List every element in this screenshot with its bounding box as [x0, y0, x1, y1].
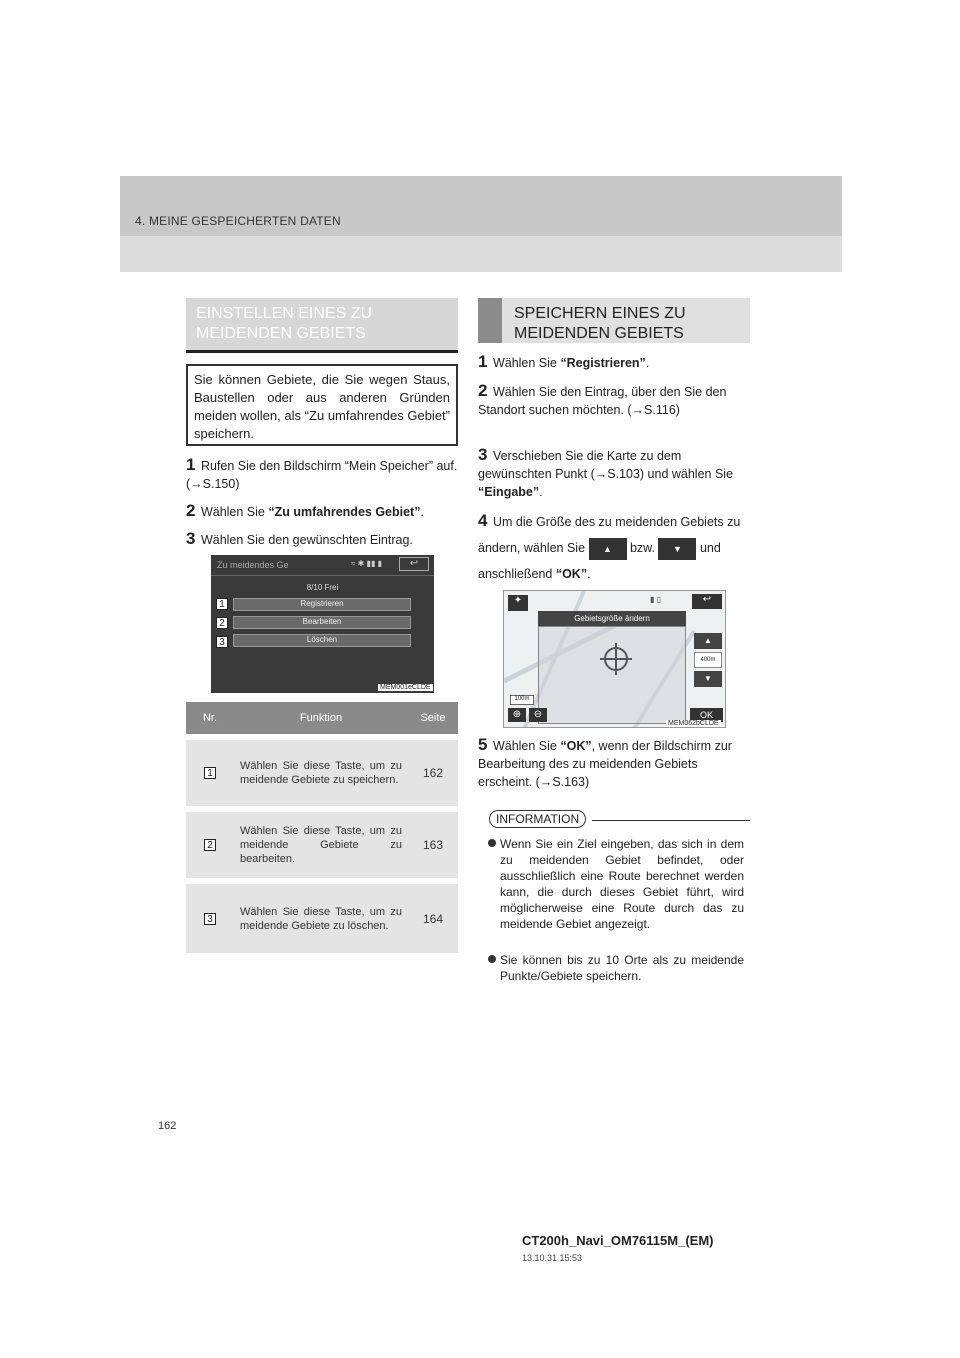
ok-button[interactable]: OK — [690, 708, 723, 722]
back-icon[interactable]: ↩ — [399, 557, 429, 571]
row-callout: 3 — [204, 913, 216, 925]
right-heading-text: SPEICHERN EINES ZU MEIDENDEN GEBIETS — [514, 305, 686, 342]
info-text: Sie können bis zu 10 Orte als zu meidende Punkte/Gebiete speichern. — [500, 953, 744, 983]
zoom-out-icon[interactable]: ⊖ — [529, 708, 547, 722]
col-nr: Nr. — [186, 702, 234, 737]
step-number: 3 — [478, 445, 488, 464]
left-section-heading: EINSTELLEN EINES ZU MEIDENDEN GEBIETS — [186, 298, 458, 353]
right-step-1 — [478, 353, 750, 372]
resize-banner: Gebietsgröße ändern — [538, 611, 686, 626]
step-text: Wählen Sie den Eintrag, über den Sie den Standort suchen möchten. (→S.116) — [478, 385, 727, 417]
area-size-indicator: 400m — [694, 652, 722, 668]
right-step-5 — [478, 736, 750, 791]
row-desc: Wählen Sie diese Taste, um zu meidende Gebiete zu bearbeiten. — [234, 809, 408, 881]
row-page: 164 — [408, 881, 458, 953]
footer-code: CT200h_Navi_OM76115M_(EM) — [522, 1233, 714, 1248]
step-text-mid: bzw. — [626, 541, 659, 555]
table-row — [186, 809, 458, 881]
step-text-pre: Wählen Sie — [492, 739, 561, 753]
row-callout: 1 — [204, 767, 216, 779]
zoom-in-icon[interactable]: ⊕ — [508, 708, 526, 722]
step-number: 2 — [478, 381, 488, 400]
callout-1: 1 — [216, 598, 228, 610]
compass-icon[interactable]: ✦ — [508, 595, 528, 611]
step-number: 1 — [186, 455, 196, 474]
step-text-post: . — [645, 356, 650, 370]
header-subband — [120, 236, 842, 272]
step-text-post: . — [420, 505, 424, 519]
row-page: 162 — [408, 737, 458, 809]
left-step-3 — [186, 530, 458, 549]
intro-box: Sie können Gebiete, die Sie wegen Staus, Baustellen oder aus anderen Gründen meiden wollen, als “Zu umfahrendes Gebiet” speichern. — [186, 364, 458, 446]
step-text-bold: “Eingabe” — [478, 485, 540, 499]
step-text-pre: Wählen Sie — [492, 356, 561, 370]
row-page: 163 — [408, 809, 458, 881]
step-text-post: . — [539, 485, 543, 499]
table-row — [186, 737, 458, 809]
status-icons: ▮ ▯ — [650, 595, 662, 604]
row-callout: 2 — [204, 839, 216, 851]
step-number: 4 — [478, 511, 488, 530]
row-desc: Wählen Sie diese Taste, um zu meidende Gebiete zu löschen. — [234, 881, 408, 953]
arrow-down-icon: ▼ — [658, 538, 696, 560]
left-step-1 — [186, 456, 458, 493]
step-text: Wählen Sie den gewünschten Eintrag. — [200, 533, 413, 547]
step-text: Rufen Sie den Bildschirm “Mein Speicher” auf. (→S.150) — [186, 459, 458, 491]
bearbeiten-button[interactable]: Bearbeiten — [233, 616, 411, 629]
callout-3: 3 — [216, 636, 228, 648]
step-text-post: . — [587, 567, 591, 581]
table-row — [186, 881, 458, 953]
bullet-icon — [488, 955, 496, 963]
heading-bar — [478, 298, 502, 343]
step-number: 5 — [478, 735, 488, 754]
map-screen — [503, 590, 726, 728]
col-seite: Seite — [408, 702, 458, 737]
step-number: 1 — [478, 352, 488, 371]
back-icon[interactable]: ↩ — [692, 594, 722, 609]
bullet-icon — [488, 839, 496, 847]
step-text-bold: “Registrieren” — [560, 356, 646, 370]
zoom-up-button[interactable]: ▲ — [694, 633, 722, 649]
left-step-2 — [186, 502, 458, 521]
loeschen-button[interactable]: Löschen — [233, 634, 411, 647]
image-code: MEM001eCLDE — [380, 684, 431, 691]
step-text-pre: Um die Größe des zu meidenden Gebiets zu ändern, wählen Sie — [478, 515, 741, 555]
step-text-bold: “OK” — [560, 739, 592, 753]
avoid-area-box — [538, 626, 686, 724]
page-number: 162 — [158, 1120, 177, 1132]
step-text-post: , wenn der Bildschirm zur Bearbeitung des zu meidenden Gebiets erscheint. (→S.163) — [478, 739, 732, 789]
col-funktion: Funktion — [234, 702, 408, 737]
right-step-2 — [478, 382, 750, 419]
info-text: Wenn Sie ein Ziel eingeben, das sich in dem zu meidenden Gebiet befindet, oder ausschließlich eine Route berechnet werden kann, die durch dieses Gebiet führt, wird möglicherweise eine Route durch das zu meidende Gebiet angezeigt. — [500, 837, 744, 931]
step-text-pre2: und anschließend — [478, 541, 721, 581]
right-step-3 — [478, 446, 750, 501]
information-label: INFORMATION — [489, 810, 586, 828]
function-table — [186, 702, 458, 953]
right-step-4 — [478, 508, 750, 587]
footer-date: 13.10.31 15:53 — [522, 1253, 583, 1263]
step-text-pre: Verschieben Sie die Karte zu dem gewünschten Punkt (→S.103) und wählen Sie — [478, 449, 734, 481]
arrow-up-icon: ▲ — [589, 538, 627, 560]
step-text-pre: Wählen Sie — [200, 505, 269, 519]
status-icons: ≈ ✱ ▮▮ ▮ — [351, 559, 382, 568]
free-slots: 8/10 Frei — [306, 583, 339, 592]
screen-title: Zu meidendes Ge — [217, 560, 289, 570]
info-item-2 — [488, 952, 744, 984]
zoom-down-button[interactable]: ▼ — [694, 671, 722, 687]
row-desc: Wählen Sie diese Taste, um zu meidende Gebiete zu speichern. — [234, 737, 408, 809]
step-text-bold: “OK” — [555, 567, 588, 581]
screen-zu-meidendes-gebiet — [211, 555, 434, 693]
title-divider — [211, 575, 434, 576]
step-number: 3 — [186, 529, 196, 548]
crosshair-h — [600, 658, 632, 660]
registrieren-button[interactable]: Registrieren — [233, 598, 411, 611]
chapter-title: 4. MEINE GESPEICHERTEN DATEN — [135, 214, 341, 228]
image-code: MEM062bCLDE — [668, 720, 719, 727]
right-section-heading — [478, 298, 750, 343]
information-rule — [592, 820, 750, 821]
callout-2: 2 — [216, 617, 228, 629]
step-text-bold: “Zu umfahrendes Gebiet” — [268, 505, 421, 519]
step-number: 2 — [186, 501, 196, 520]
info-item-1 — [488, 836, 744, 932]
scale-indicator: 100m — [510, 695, 534, 705]
